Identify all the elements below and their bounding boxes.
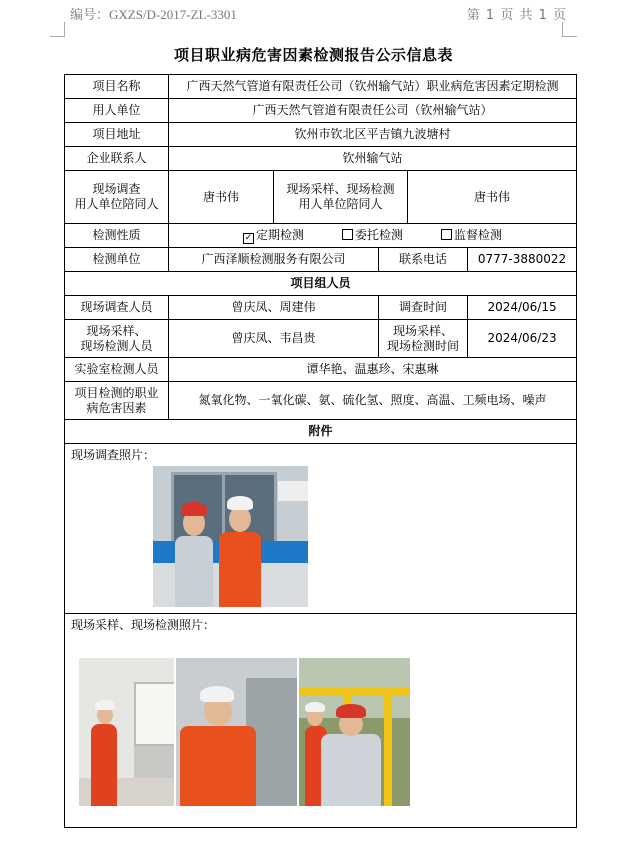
sampling-time-value: 2024/06/23 — [468, 320, 577, 358]
survey-time-label: 调查时间 — [379, 296, 468, 320]
sampling-escort-label — [274, 171, 408, 224]
sampling-photo-3 — [299, 658, 410, 806]
contact-label: 企业联系人 — [65, 147, 169, 171]
survey-staff-value: 曾庆凤、周建伟 — [169, 296, 379, 320]
survey-escort-label-line2: 用人单位陪同人 — [74, 197, 159, 211]
employer-value: 广西天然气管道有限责任公司（钦州输气站） — [169, 99, 577, 123]
nature-option-entrusted[interactable]: 委托检测 — [342, 228, 403, 244]
project-name-label: 项目名称 — [65, 75, 169, 99]
sampling-escort-label-line1: 现场采样、现场检测 — [286, 182, 395, 196]
phone-label: 联系电话 — [379, 248, 468, 272]
survey-escort-value: 唐书伟 — [169, 171, 274, 224]
sampling-time-label-line2: 现场检测时间 — [386, 338, 459, 353]
sampling-time-label-line1: 现场采样、 — [392, 323, 453, 338]
sampling-time-label — [379, 320, 468, 358]
person-figure — [180, 686, 256, 806]
address-label: 项目地址 — [65, 123, 169, 147]
person-figure — [173, 498, 215, 607]
contact-value: 钦州输气站 — [169, 147, 577, 171]
sampling-staff-label-line2: 现场检测人员 — [80, 338, 153, 353]
info-table — [64, 74, 577, 828]
employer-label: 用人单位 — [65, 99, 169, 123]
survey-photo — [153, 466, 308, 607]
sampling-photo-label: 现场采样、现场检测照片： — [71, 618, 216, 632]
factors-label-line2: 病危害因素 — [86, 400, 147, 415]
lab-label: 检测单位 — [65, 248, 169, 272]
sampling-staff-label-line1: 现场采样、 — [86, 323, 147, 338]
lab-value: 广西泽顺检测服务有限公司 — [169, 248, 379, 272]
margin-corner-right — [562, 22, 577, 37]
lab-staff-label: 实验室检测人员 — [65, 358, 169, 382]
checkbox-checked-icon[interactable]: ✓ — [244, 232, 253, 243]
person-figure — [217, 494, 263, 607]
nature-label: 检测性质 — [65, 224, 169, 248]
factors-label-line1: 项目检测的职业 — [74, 385, 159, 400]
survey-photo-label: 现场调查照片： — [71, 448, 156, 462]
nature-option-supervisory[interactable]: 监督检测 — [441, 228, 502, 244]
sampling-photo-2 — [176, 658, 297, 806]
team-section-heading: 项目组人员 — [65, 272, 577, 296]
document-number: 编号：GXZS/D-2017-ZL-3301 — [70, 7, 237, 22]
attachments-section-heading: 附件 — [65, 420, 577, 444]
sampling-staff-label — [65, 320, 169, 358]
document-title: 项目职业病危害因素检测报告公示信息表 — [173, 46, 453, 64]
sampling-photo-1 — [79, 658, 174, 806]
person-figure — [89, 698, 119, 806]
checkbox-icon[interactable] — [342, 229, 353, 240]
margin-corner-left — [50, 22, 65, 37]
page-info: 第 1 页 共 1 页 — [466, 8, 567, 23]
nature-option-periodic[interactable]: ✓ 定期检测 — [244, 227, 305, 243]
person-figure — [321, 704, 381, 806]
sampling-escort-value: 唐书伟 — [408, 171, 577, 224]
lab-staff-value: 谭华艳、温惠珍、宋惠琳 — [169, 358, 577, 382]
survey-escort-label — [65, 171, 169, 224]
survey-staff-label: 现场调查人员 — [65, 296, 169, 320]
survey-escort-label-line1: 现场调查 — [92, 182, 141, 196]
sampling-escort-label-line2: 用人单位陪同人 — [298, 197, 383, 211]
factors-label — [65, 382, 169, 420]
survey-photo-cell — [65, 444, 577, 614]
project-name-value: 广西天然气管道有限责任公司（钦州输气站）职业病危害因素定期检测 — [169, 75, 577, 99]
survey-time-value: 2024/06/15 — [468, 296, 577, 320]
checkbox-icon[interactable] — [441, 229, 452, 240]
address-value: 钦州市钦北区平吉镇九波塘村 — [169, 123, 577, 147]
factors-value: 氮氧化物、一氧化碳、氨、硫化氢、照度、高温、工频电场、噪声 — [169, 382, 577, 420]
sampling-staff-value: 曾庆凤、韦昌贵 — [169, 320, 379, 358]
sampling-photo-cell — [65, 614, 577, 828]
nature-options — [169, 224, 577, 248]
phone-value: 0777-3880022 — [468, 248, 577, 272]
